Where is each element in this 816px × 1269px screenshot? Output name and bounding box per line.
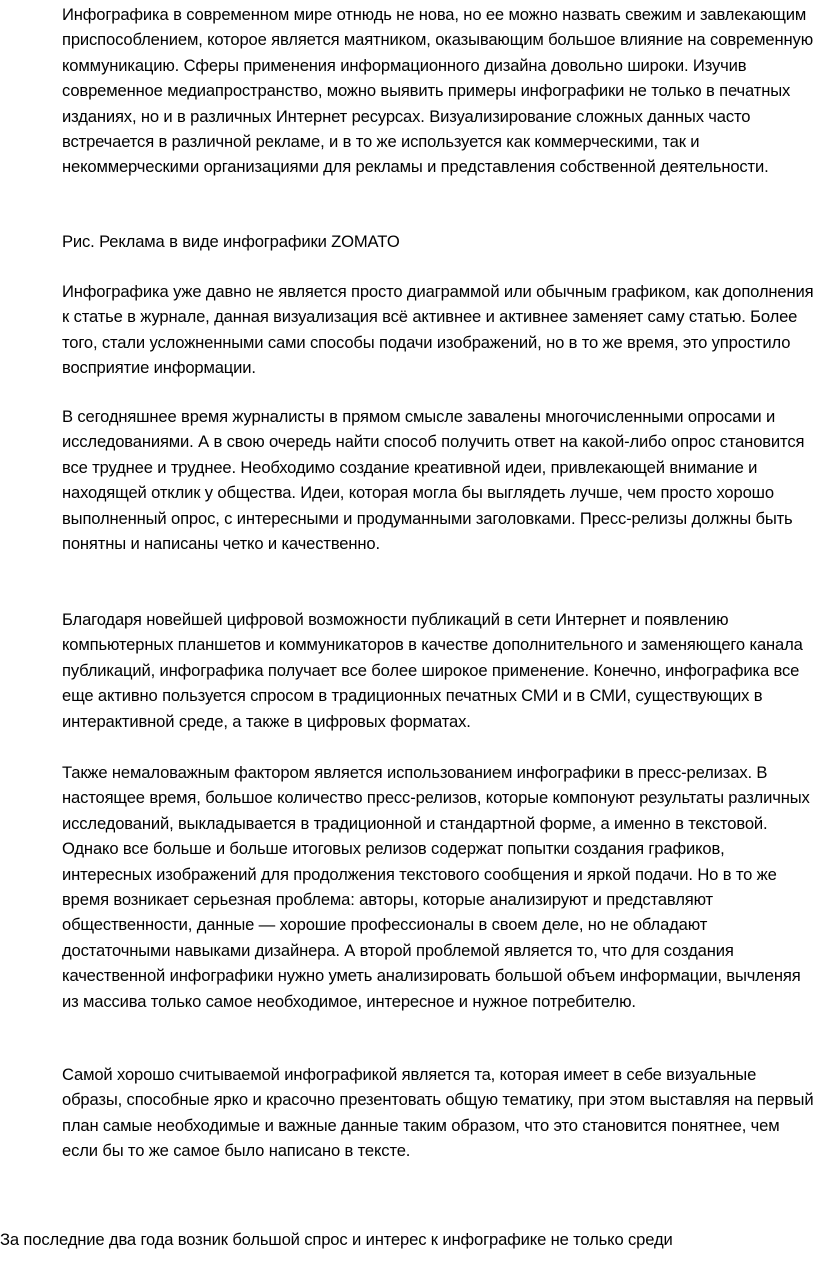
paragraph-journalists: В сегодняшнее время журналисты в прямом смысле завалены многочисленными опросами и исследованиями. А в свою очередь найти способ получить ответ на какой-либо опрос становится все труднее и труднее. Необходимо создание креативной идеи, привлекающей внимание и находящей отклик у общества. Идеи, которая могла бы выглядеть лучше, чем просто хорошо выполненный опрос, с интересными и продуманными заголовками. Пресс-релизы должны быть понятны и написаны четко и качественно. [62, 407, 805, 554]
figure-caption: Рис. Реклама в виде инфографики ZOMATO [62, 232, 400, 251]
paragraph-tail-line: За последние два года возник большой спрос и интерес к инфографике не только среди [0, 1230, 673, 1249]
paragraph-infographic-role: Инфографика уже давно не является просто диаграммой или обычным графиком, как дополнения к статье в журнале, данная визуализация всё активнее и активнее заменяет саму статью. Более того, стали усложненными сами способы подачи изображений, но в то же время, это упростило восприятие информации. [62, 282, 814, 378]
paragraph-intro: Инфографика в современном мире отнюдь не нова, но ее можно назвать свежим и завлекающим приспособлением, которое является маятником, оказывающим большое влияние на современную коммуникацию. Сферы применения информационного дизайна довольно широки. Изучив современное медиапространство, можно выявить примеры инфографики не только в печатных изданиях, но и в различных Интернет ресурсах. Визуализирование сложных данных часто встречается в различной рекламе, и в то же используется как коммерческими, так и некоммерческими организациями для рекламы и представления собственной деятельности. [62, 5, 813, 177]
paragraph-press-releases: Также немаловажным фактором является использованием инфографики в пресс-релизах. В настоящее время, большое количество пресс-релизов, которые компонуют результаты различных исследований, выкладывается в традиционной и стандартной форме, а именно в текстовой. Однако все больше и больше итоговых релизов содержат попытки создания графиков, интересных изображений для продолжения текстового сообщения и яркой подачи. Но в то же время возникает серьезная проблема: авторы, которые анализируют и представляют общественности, данные — хорошие профессионалы в своем деле, но не обладают достаточными навыками дизайнера. А второй проблемой является то, что для создания качественной инфографики нужно уметь анализировать большой объем информации, вычленяя из массива только самое необходимое, интересное и нужное потребителю. [62, 763, 810, 1011]
paragraph-readable-infographic: Самой хорошо считываемой инфографикой является та, которая имеет в себе визуальные образы, способные ярко и красочно презентовать общую тематику, при этом выставляя на первый план самые необходимые и важные данные таким образом, что это становится понятнее, чем если бы то же самое было написано в тексте. [62, 1065, 814, 1161]
paragraph-digital: Благодаря новейшей цифровой возможности публикаций в сети Интернет и появлению компьютерных планшетов и коммуникаторов в качестве дополнительного и заменяющего канала публикаций, инфографика получает все более широкое применение. Конечно, инфографика все еще активно пользуется спросом в традиционных печатных СМИ и в СМИ, существующих в интерактивной среде, а также в цифровых форматах. [62, 610, 803, 731]
